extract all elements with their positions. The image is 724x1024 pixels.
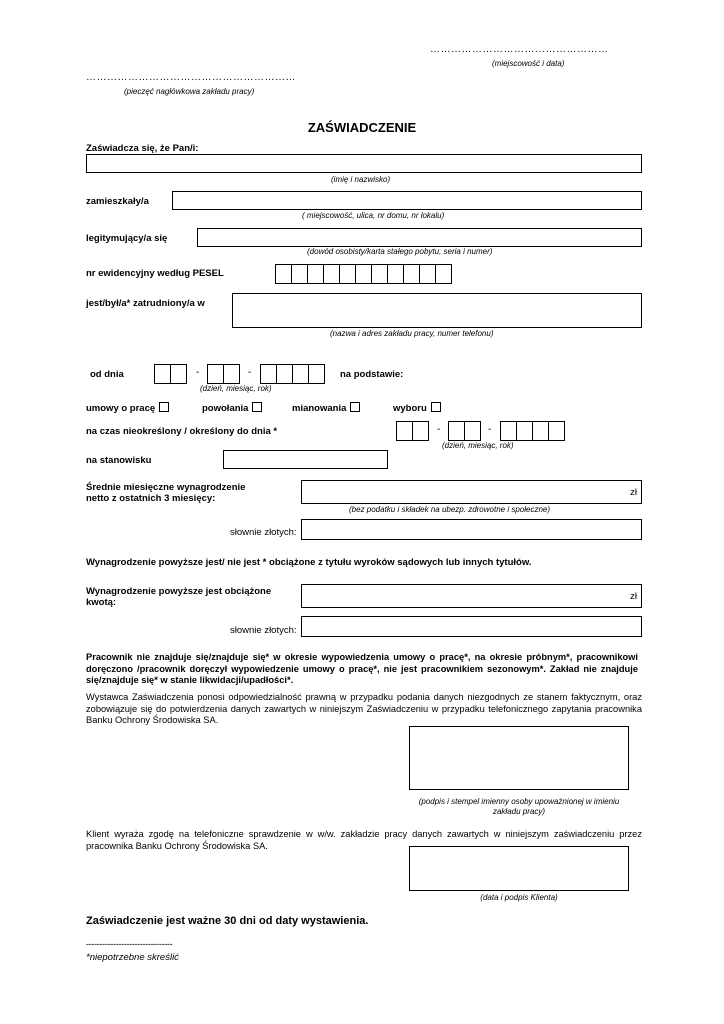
period-label: na czas nieokreślony / określony do dnia * [86, 426, 278, 437]
contract-type-appointment[interactable] [202, 402, 262, 414]
date-separator: - [488, 424, 492, 435]
until-date-caption: (dzień, miesiąc, rok) [442, 441, 514, 450]
stamp-line: …………………………………………………… [86, 72, 296, 83]
contract-type-label: wyboru [393, 403, 427, 414]
day-cell[interactable] [396, 421, 413, 441]
year-cell[interactable] [532, 421, 549, 441]
year-cell[interactable] [276, 364, 293, 384]
from-day-input[interactable] [154, 364, 187, 384]
position-label: na stanowisku [86, 455, 152, 466]
pesel-cell[interactable] [371, 264, 388, 284]
burden-amount-label-line: Wynagrodzenie powyższe jest obciążone [86, 586, 272, 597]
client-signature-caption: (data i podpis Klienta) [480, 893, 558, 902]
from-year-input[interactable] [260, 364, 325, 384]
name-caption: (imię i nazwisko) [331, 175, 391, 184]
month-cell[interactable] [223, 364, 240, 384]
appointment-checkbox[interactable] [252, 402, 262, 412]
currency-label: zł [630, 591, 637, 602]
employed-label: jest/był/a* zatrudniony/a w [86, 298, 205, 309]
contract-type-election[interactable] [393, 402, 441, 414]
employer-caption: (nazwa i adres zakładu pracy, numer telefonu) [330, 329, 494, 338]
name-input[interactable] [86, 154, 642, 173]
pesel-cell[interactable] [403, 264, 420, 284]
from-date-caption: (dzień, miesiąc, rok) [200, 384, 272, 393]
contract-type-label: umowy o pracę [86, 403, 156, 414]
day-cell[interactable] [170, 364, 187, 384]
contract-type-employment[interactable] [86, 402, 169, 414]
until-month-input[interactable] [448, 421, 481, 441]
year-cell[interactable] [500, 421, 517, 441]
pesel-cell[interactable] [291, 264, 308, 284]
avg-salary-label-line: netto z ostatnich 3 miesięcy: [86, 493, 216, 504]
burden-amount-input[interactable] [301, 584, 642, 608]
month-cell[interactable] [464, 421, 481, 441]
pesel-cell[interactable] [307, 264, 324, 284]
election-checkbox[interactable] [431, 402, 441, 412]
footnote-text: *niepotrzebne skreślić [86, 952, 179, 963]
employer-input[interactable] [232, 293, 642, 328]
burden-amount-label-line: kwotą: [86, 597, 117, 608]
currency-label: zł [630, 487, 637, 498]
stamp-caption: (pieczęć nagłówkowa zakładu pracy) [124, 87, 255, 96]
pesel-cell[interactable] [419, 264, 436, 284]
pesel-cell[interactable] [355, 264, 372, 284]
avg-salary-label-line: Średnie miesięczne wynagrodzenie [86, 482, 246, 493]
employer-signature-caption [409, 797, 629, 817]
in-words-label: słownie złotych: [230, 625, 297, 636]
year-cell[interactable] [516, 421, 533, 441]
validity-statement: Zaświadczenie jest ważne 30 dni od daty wystawienia. [86, 915, 369, 927]
id-input[interactable] [197, 228, 642, 247]
avg-salary-input[interactable] [301, 480, 642, 504]
page-title: ZAŚWIADCZENIE [307, 120, 417, 135]
year-cell[interactable] [260, 364, 277, 384]
contract-type-label: mianowania [292, 403, 347, 414]
salary-in-words-input[interactable] [301, 519, 642, 540]
date-separator: - [248, 367, 252, 378]
id-caption: (dowód osobisty/karta stałego pobytu, seria i numer) [307, 247, 493, 256]
burden-in-words-input[interactable] [301, 616, 642, 637]
until-day-input[interactable] [396, 421, 429, 441]
month-cell[interactable] [448, 421, 465, 441]
contract-type-nomination[interactable] [292, 402, 360, 414]
signature-caption-line: zakładu pracy) [492, 807, 546, 816]
footnote [86, 952, 179, 963]
place-date-caption: (miejscowość i data) [492, 59, 565, 68]
residence-input[interactable] [172, 191, 642, 210]
month-cell[interactable] [207, 364, 224, 384]
pesel-cell[interactable] [323, 264, 340, 284]
in-words-label: słownie złotych: [230, 527, 297, 538]
date-separator: - [196, 367, 200, 378]
residence-caption: ( miejscowość, ulica, nr domu, nr lokalu) [302, 211, 445, 220]
year-cell[interactable] [308, 364, 325, 384]
year-cell[interactable] [292, 364, 309, 384]
from-day-label: od dnia [90, 369, 124, 380]
pesel-cell[interactable] [339, 264, 356, 284]
pesel-cell[interactable] [387, 264, 404, 284]
basis-label: na podstawie: [340, 369, 404, 380]
avg-salary-caption: (bez podatku i składek na ubezp. zdrowotne i społeczne) [349, 505, 551, 514]
certifies-label: Zaświadcza się, że Pan/i: [86, 143, 199, 154]
burden-statement: Wynagrodzenie powyższe jest/ nie jest * obciążone z tytułu wyroków sądowych lub innych tytułów. [86, 557, 532, 568]
id-label: legitymujący/a się [86, 233, 168, 244]
burden-amount-label [86, 586, 271, 608]
pesel-label: nr ewidencyjny według PESEL [86, 268, 224, 279]
employment-checkbox[interactable] [159, 402, 169, 412]
client-consent: Klient wyraża zgodę na telefoniczne sprawdzenie w w/w. zakładzie pracy danych zawartych w niniejszym zaświadczeniu przez pracownika Banku Ochrony Środowiska SA. [86, 829, 642, 851]
employer-signature-box[interactable] [409, 726, 629, 790]
signature-caption-line: (podpis i stempel imienny osoby upoważnionej w imieniu [418, 797, 620, 806]
client-signature-box[interactable] [409, 846, 629, 891]
issuer-responsibility: Wystawca Zaświadczenia ponosi odpowiedzialność prawną w przypadku podania danych niezgodnych ze stanem faktycznym, oraz zobowiązuje się do potwierdzenia danych zawartych w niniejszym Zaświadczeniu w przypadku telefonicznego zapytania pracownika Banku Ochrony Środowiska SA. [86, 692, 642, 725]
pesel-cell[interactable] [275, 264, 292, 284]
date-separator: - [437, 424, 441, 435]
contract-type-label: powołania [202, 403, 249, 414]
year-cell[interactable] [548, 421, 565, 441]
day-cell[interactable] [154, 364, 171, 384]
avg-salary-label [86, 482, 245, 504]
until-year-input[interactable] [500, 421, 565, 441]
residence-label: zamieszkały/a [86, 196, 149, 207]
position-input[interactable] [223, 450, 388, 469]
notice-statement: Pracownik nie znajduje się/znajduje się* w okresie wypowiedzenia umowy o pracę*, na okresie próbnym*, pracownikowi doręczono /pracownik doręczył wypowiedzenie umowy o pracę*, nie jest pracownikiem sezonowym*. Zakład nie znajduje się/znajduje się* w stanie likwidacji/upadłości*. [86, 652, 638, 685]
nomination-checkbox[interactable] [350, 402, 360, 412]
from-month-input[interactable] [207, 364, 240, 384]
pesel-input[interactable] [275, 264, 452, 284]
place-date-line: …………………………………………… [430, 44, 609, 55]
pesel-cell[interactable] [435, 264, 452, 284]
day-cell[interactable] [412, 421, 429, 441]
footnote-rule: -------------------------------- [86, 939, 173, 949]
